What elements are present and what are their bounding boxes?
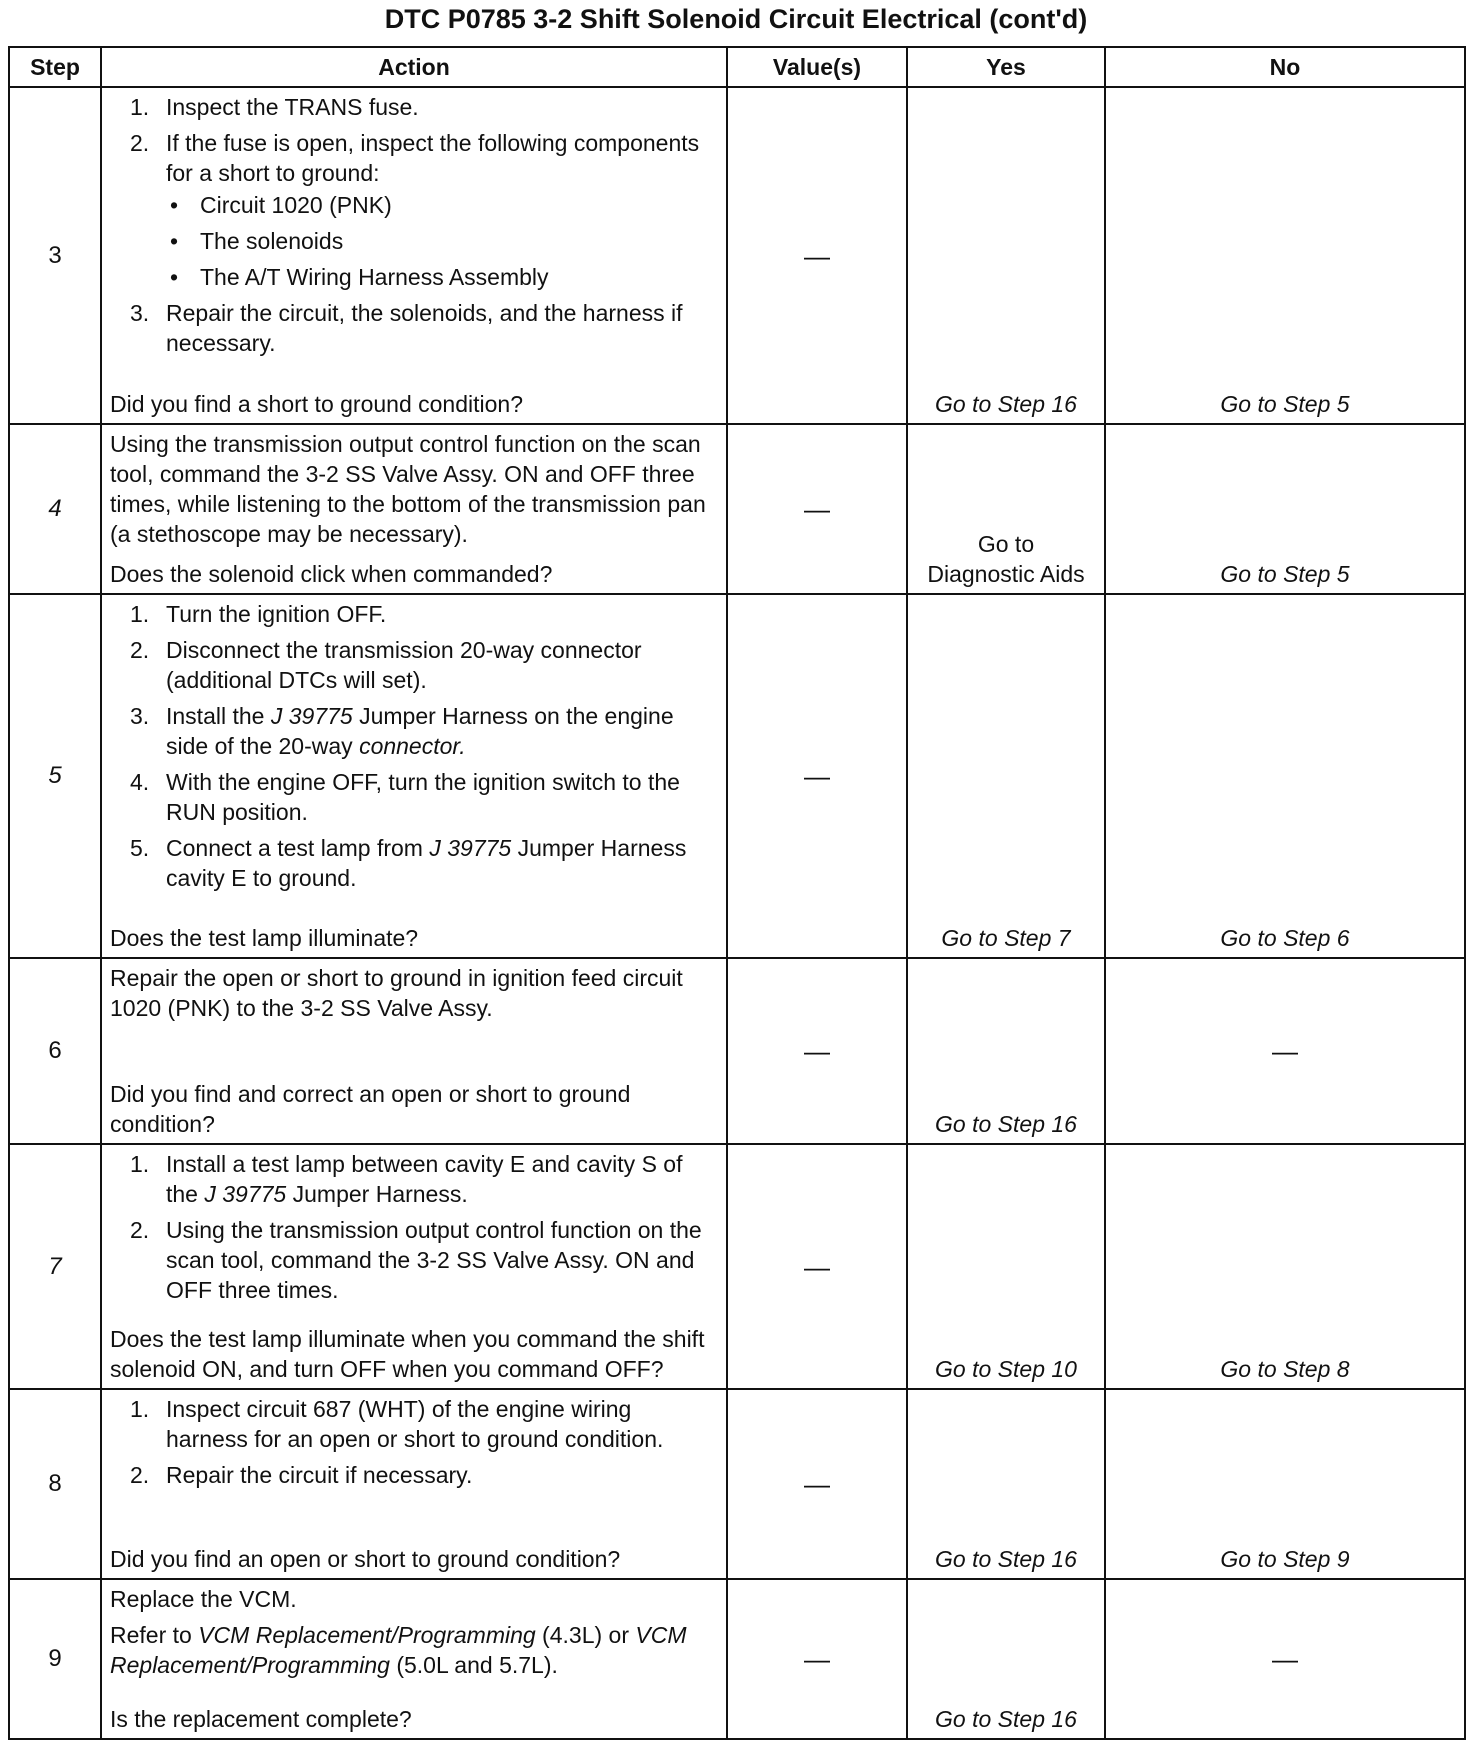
no-result: Go to Step 6 xyxy=(1105,594,1465,958)
tool-reference: J 39775 xyxy=(204,1181,287,1207)
value-cell: — xyxy=(727,1389,907,1579)
action-paragraph: Replace the VCM. xyxy=(110,1586,297,1613)
action-cell xyxy=(101,87,727,424)
action-item: 2. Using the transmission output control function on the scan tool, command the 3-2 SS Valve Assy. ON and OFF three times. xyxy=(130,1217,702,1303)
yes-result: Go to Step 16 xyxy=(907,1389,1105,1579)
value-cell: — xyxy=(727,1579,907,1739)
diagnostic-table xyxy=(8,46,1464,1740)
action-cell xyxy=(101,1144,727,1389)
action-item: 1. Inspect circuit 687 (WHT) of the engine wiring harness for an open or short to ground condition. xyxy=(130,1396,664,1453)
no-result: Go to Step 8 xyxy=(1105,1144,1465,1389)
table-row-step-8 xyxy=(9,1389,1465,1579)
action-paragraph: Repair the open or short to ground in ignition feed circuit 1020 (PNK) to the 3-2 SS Valve Assy. xyxy=(110,964,683,1021)
table-row-step-7 xyxy=(9,1144,1465,1389)
no-result: Go to Step 5 xyxy=(1105,424,1465,594)
question-text: Did you find an open or short to ground condition? xyxy=(110,1546,621,1573)
bullet-item: • The solenoids xyxy=(170,228,344,254)
step-number: 3 xyxy=(9,87,101,424)
table-row-step-3 xyxy=(9,87,1465,424)
value-cell: — xyxy=(727,424,907,594)
header-step: Step xyxy=(9,47,101,87)
header-yes: Yes xyxy=(907,47,1105,87)
page-title: DTC P0785 3-2 Shift Solenoid Circuit Electrical (cont'd) xyxy=(384,4,1088,34)
table-row-step-9 xyxy=(9,1579,1465,1739)
yes-line-1: Go to xyxy=(977,531,1035,558)
header-row xyxy=(9,47,1465,87)
step-number: 4 xyxy=(9,424,101,594)
action-item: 1. Inspect the TRANS fuse. xyxy=(130,94,419,120)
header-action: Action xyxy=(101,47,727,87)
yes-result: Go to Step 16 xyxy=(907,1579,1105,1739)
action-item: 2. Repair the circuit if necessary. xyxy=(130,1462,473,1489)
manual-reference: VCM Replacement/Programming xyxy=(110,1622,687,1679)
question-text: Does the test lamp illuminate when you command the shift solenoid ON, and turn OFF when you command OFF? xyxy=(110,1326,705,1383)
manual-reference: VCM Replacement/Programming xyxy=(198,1622,536,1649)
yes-result: Go to Step 16 xyxy=(907,87,1105,424)
tool-reference: J 39775 xyxy=(270,703,353,730)
no-result: Go to Step 9 xyxy=(1105,1389,1465,1579)
header-no: No xyxy=(1105,47,1465,87)
bullet-item: • Circuit 1020 (PNK) xyxy=(170,192,392,218)
value-cell: — xyxy=(727,1144,907,1389)
yes-result: Go to Step 16 xyxy=(907,958,1105,1144)
bullet-item: • The A/T Wiring Harness Assembly xyxy=(170,264,549,290)
step-number: 8 xyxy=(9,1389,101,1579)
step-number: 5 xyxy=(9,594,101,958)
action-item: 2. If the fuse is open, inspect the following components for a short to ground: • Circuit 1020 (PNK) • The solenoids • The A/T Wiring Harness Assembly xyxy=(110,128,718,292)
action-cell xyxy=(101,1389,727,1579)
action-cell xyxy=(101,594,727,958)
question-text: Did you find a short to ground condition? xyxy=(110,391,523,418)
action-item: 4. With the engine OFF, turn the ignition switch to the RUN position. xyxy=(130,769,680,826)
question-text: Does the solenoid click when commanded? xyxy=(110,561,553,588)
no-result: — xyxy=(1105,1579,1465,1739)
step-number: 9 xyxy=(9,1579,101,1739)
action-item: 3. Install the J 39775 Jumper Harness on the engine side of the 20-way connector. xyxy=(130,703,674,760)
table-row-step-6 xyxy=(9,958,1465,1144)
no-result: — xyxy=(1105,958,1465,1144)
action-item: 5. Connect a test lamp from J 39775 Jumper Harness cavity E to ground. xyxy=(130,835,687,892)
table-row-step-4 xyxy=(9,424,1465,594)
step-number: 7 xyxy=(9,1144,101,1389)
action-item: 3. Repair the circuit, the solenoids, and the harness if necessary. xyxy=(130,300,683,356)
question-text: Did you find and correct an open or short to ground condition? xyxy=(110,1081,631,1137)
table-row-step-5 xyxy=(9,594,1465,958)
no-result: Go to Step 5 xyxy=(1105,87,1465,424)
action-item: 1. Install a test lamp between cavity E and cavity S of the J 39775 Jumper Harness. xyxy=(130,1151,683,1207)
value-cell: — xyxy=(727,958,907,1144)
tool-reference: J 39775 xyxy=(429,835,512,862)
reference-paragraph: Refer to VCM Replacement/Programming (4.3L) or VCM Replacement/Programming (5.0L and 5.7L). xyxy=(110,1622,687,1679)
action-paragraph: Using the transmission output control function on the scan tool, command the 3-2 SS Valve Assy. ON and OFF three times, while listening to the bottom of the transmission pan (a stethoscope may be necessary). xyxy=(110,431,706,548)
question-text: Does the test lamp illuminate? xyxy=(110,924,419,951)
action-cell xyxy=(101,424,727,594)
step-number: 6 xyxy=(9,958,101,1144)
header-values: Value(s) xyxy=(727,47,907,87)
yes-line-2: Diagnostic Aids xyxy=(927,561,1085,588)
yes-result: Go to Step 10 xyxy=(907,1144,1105,1389)
yes-result: Go to Step 7 xyxy=(907,594,1105,958)
value-cell: — xyxy=(727,594,907,958)
action-cell xyxy=(101,1579,727,1739)
question-text: Is the replacement complete? xyxy=(110,1706,412,1732)
yes-result xyxy=(907,424,1105,594)
action-item: 2. Disconnect the transmission 20-way connector (additional DTCs will set). xyxy=(130,637,642,694)
value-cell: — xyxy=(727,87,907,424)
action-item: 1. Turn the ignition OFF. xyxy=(130,601,387,628)
action-cell xyxy=(101,958,727,1144)
